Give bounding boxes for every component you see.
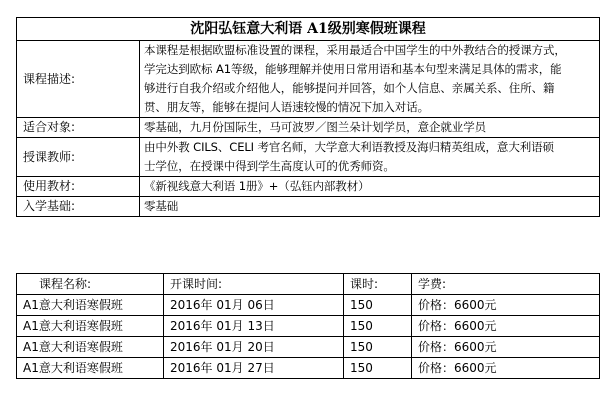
course-description-text xyxy=(140,41,600,118)
entry-level-row xyxy=(17,197,600,217)
table-row xyxy=(17,358,600,379)
course-name-cell: A1意大利语寒假班 xyxy=(17,295,164,316)
course-description-row xyxy=(17,41,600,118)
course-description-line: 本课程是根据欧盟标准设置的课程，采用最适合中国学生的中外教结合的授课方式， xyxy=(144,43,566,57)
teachers-label: 授课教师: xyxy=(17,138,140,177)
start-date-cell: 2016年 01月 27日 xyxy=(164,358,344,379)
hours-cell: 150 xyxy=(344,337,412,358)
tuition-cell: 价格：6600元 xyxy=(412,337,600,358)
hours-cell: 150 xyxy=(344,316,412,337)
course-description-line: 够进行自我介绍或介绍他人，能够提问并回答，如个人信息、亲属关系、住所、籍 xyxy=(144,81,555,95)
course-description-label: 课程描述: xyxy=(17,41,140,118)
schedule-table xyxy=(16,273,600,379)
course-title-row xyxy=(17,18,600,41)
course-title: 沈阳弘钰意大利语 A1级别寒假班课程 xyxy=(17,18,600,41)
tuition-cell: 价格：6600元 xyxy=(412,316,600,337)
start-date-cell: 2016年 01月 06日 xyxy=(164,295,344,316)
schedule-header-row xyxy=(17,274,600,295)
target-audience-text xyxy=(140,118,600,138)
entry-level-line: 零基础 xyxy=(144,199,179,213)
teachers-row xyxy=(17,138,600,177)
textbook-text xyxy=(140,177,600,197)
course-info-table xyxy=(16,17,600,217)
table-row xyxy=(17,337,600,358)
textbook-row xyxy=(17,177,600,197)
textbook-label: 使用教材: xyxy=(17,177,140,197)
course-name-cell: A1意大利语寒假班 xyxy=(17,337,164,358)
hours-cell: 150 xyxy=(344,358,412,379)
column-header-start-date: 开课时间: xyxy=(164,274,344,295)
target-audience-label: 适合对象: xyxy=(17,118,140,138)
start-date-cell: 2016年 01月 20日 xyxy=(164,337,344,358)
entry-level-text xyxy=(140,197,600,217)
start-date-cell: 2016年 01月 13日 xyxy=(164,316,344,337)
column-header-hours: 课时: xyxy=(344,274,412,295)
teachers-line: 由中外教 CILS、CELI 考官名师，大学意大利语教授及海归精英组成，意大利语硕 xyxy=(144,140,554,154)
target-audience-line: 零基础，九月份国际生，马可波罗／图兰朵计划学员，意企就业学员 xyxy=(144,120,486,134)
teachers-text xyxy=(140,138,600,177)
teachers-line: 士学位，在授课中得到学生高度认可的优秀师资。 xyxy=(144,159,395,173)
tuition-cell: 价格：6600元 xyxy=(412,358,600,379)
hours-cell: 150 xyxy=(344,295,412,316)
column-header-tuition: 学费: xyxy=(412,274,600,295)
target-audience-row xyxy=(17,118,600,138)
table-row xyxy=(17,316,600,337)
column-header-course: 课程名称: xyxy=(17,274,164,295)
course-description-line: 贯、朋友等，能够在提问人语速较慢的情况下加入对话。 xyxy=(144,100,429,114)
tuition-cell: 价格：6600元 xyxy=(412,295,600,316)
course-description-line: 学完达到欧标 A1等级，能够理解并使用日常用语和基本句型来满足具体的需求，能 xyxy=(144,62,562,76)
table-row xyxy=(17,295,600,316)
entry-level-label: 入学基础: xyxy=(17,197,140,217)
course-name-cell: A1意大利语寒假班 xyxy=(17,316,164,337)
course-name-cell: A1意大利语寒假班 xyxy=(17,358,164,379)
textbook-line: 《新视线意大利语 1册》+（弘钰内部教材） xyxy=(144,179,370,193)
